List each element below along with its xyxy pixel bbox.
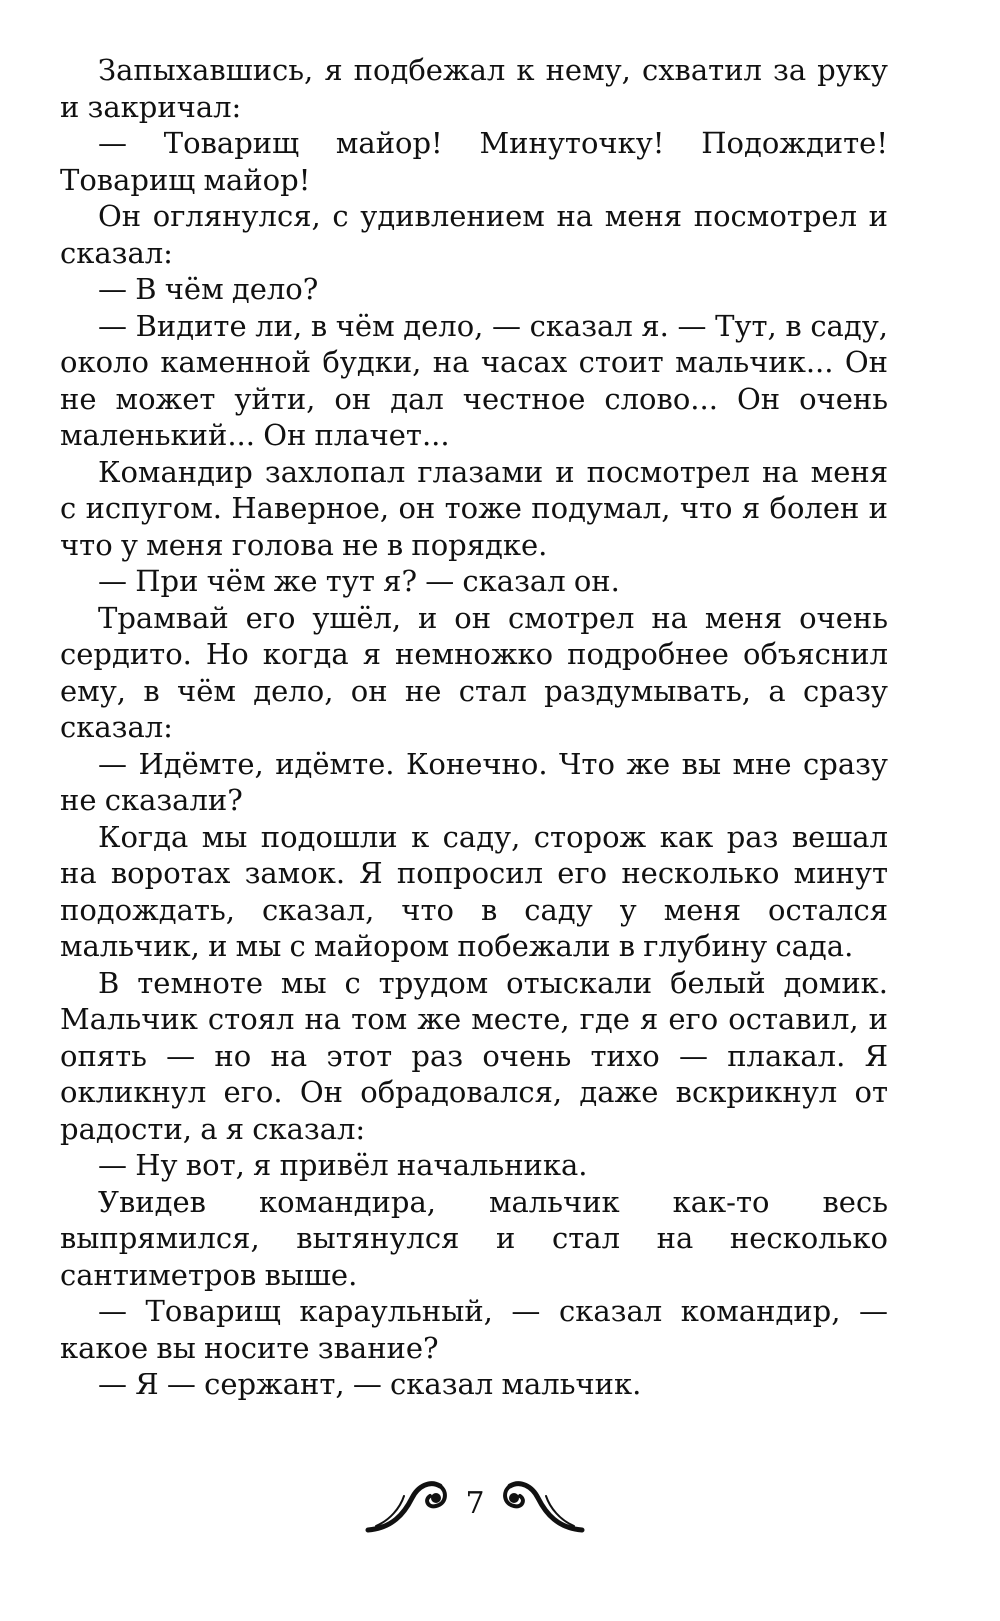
- page-text: [60, 52, 888, 1403]
- paragraph: — Видите ли, в чём дело, — сказал я. — Тут, в саду, около каменной будки, на часах стоит мальчик... Он не может уйти, он дал честное слово... Он очень маленький... Он плачет...: [60, 308, 888, 452]
- footer-ornament-icon: [0, 1468, 1000, 1548]
- paragraph: — Идёмте, идёмте. Конечно. Что же вы мне сразу не сказали?: [60, 746, 888, 817]
- paragraph: — Ну вот, я привёл начальника.: [98, 1148, 588, 1182]
- paragraph: Увидев командира, мальчик как-то весь выпрямился, вытянулся и стал на несколько сантиметров выше.: [60, 1184, 888, 1292]
- paragraph: — Товарищ караульный, — сказал командир, — какое вы носите звание?: [60, 1294, 888, 1365]
- paragraph: В темноте мы с трудом отыскали белый домик. Мальчик стоял на том же месте, где я его оставил, и опять — но на этот раз очень тихо — плакал. Я окликнул его. Он обрадовался, даже вскрикнул от радости, а я сказал:: [60, 965, 888, 1146]
- paragraph: Запыхавшись, я подбежал к нему, схватил за руку и закричал:: [60, 53, 888, 124]
- paragraph: Он оглянулся, с удивлением на меня посмотрел и сказал:: [60, 199, 888, 270]
- page-number: 7: [465, 1486, 485, 1521]
- paragraph: Командир захлопал глазами и посмотрел на меня с испугом. Наверное, он тоже подумал, что я болен и что у меня голова не в порядке.: [60, 454, 888, 562]
- paragraph: Когда мы подошли к саду, сторож как раз вешал на воротах замок. Я попросил его несколько минут подождать, сказал, что в саду у меня остался мальчик, и мы с майором побежали в глубину сада.: [60, 819, 888, 963]
- paragraph: — При чём же тут я? — сказал он.: [98, 564, 620, 598]
- paragraph: Трамвай его ушёл, и он смотрел на меня очень сердито. Но когда я немножко подробнее объяснил ему, в чём дело, он не стал раздумывать, а сразу сказал:: [60, 600, 888, 744]
- page-footer: [0, 1468, 1000, 1548]
- paragraph: — В чём дело?: [98, 272, 319, 306]
- paragraph: — Я — сержант, — сказал мальчик.: [98, 1367, 642, 1401]
- paragraph: — Товарищ майор! Минуточку! Подождите! Товарищ майор!: [60, 126, 888, 197]
